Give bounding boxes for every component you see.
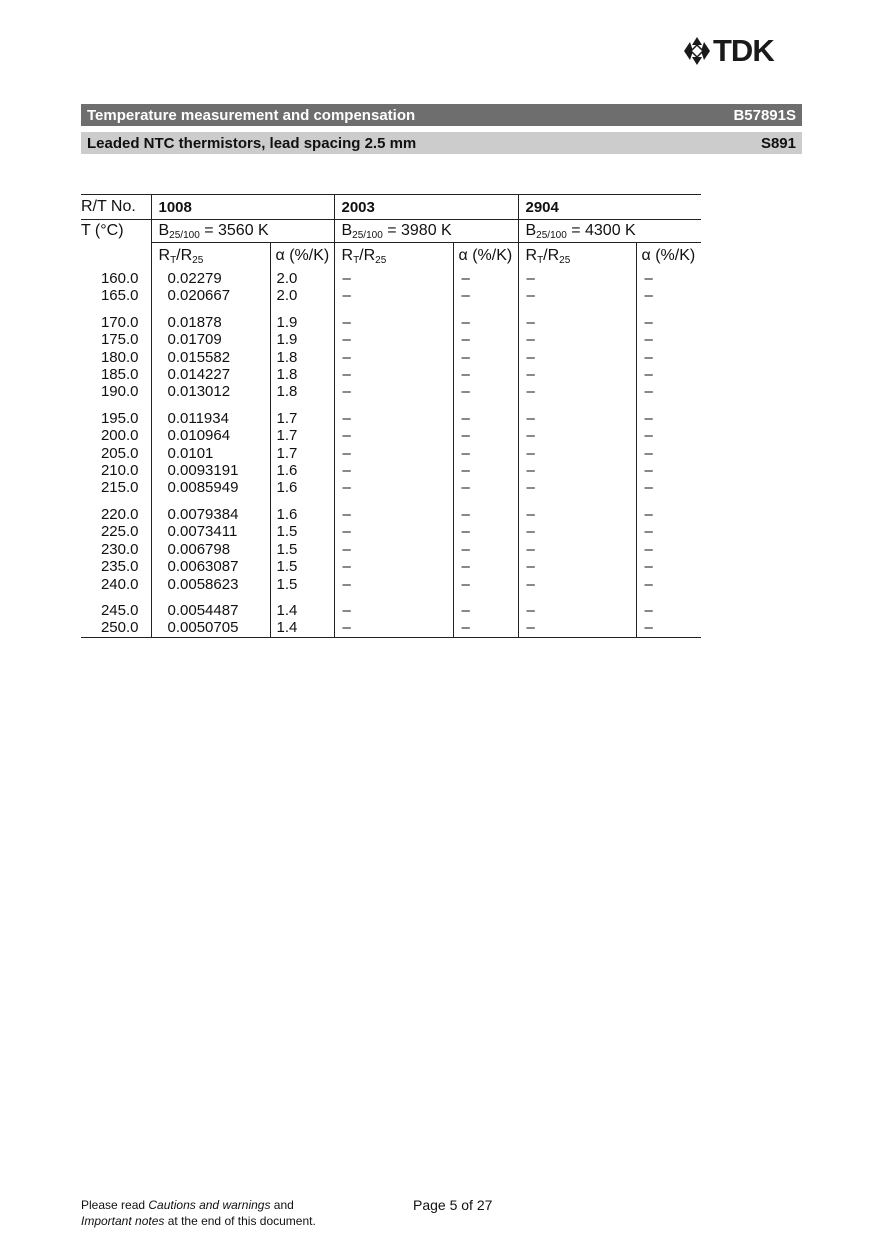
dash-cell: – xyxy=(453,331,518,348)
rt-ratio-cell: 0.01878 xyxy=(151,305,270,331)
dash-cell: – xyxy=(453,383,518,400)
dash-cell: – xyxy=(518,523,636,540)
dash-cell: – xyxy=(334,331,453,348)
dash-cell: – xyxy=(453,366,518,383)
dash-cell: – xyxy=(334,427,453,444)
table-header-rt-numbers xyxy=(81,195,701,220)
alpha-cell: 1.7 xyxy=(270,445,334,462)
temperature-cell: 225.0 xyxy=(100,523,139,541)
table-row xyxy=(81,383,701,400)
alpha-cell: 1.5 xyxy=(270,541,334,558)
alpha-cell: 1.6 xyxy=(270,479,334,496)
temperature-cell: 160.0 xyxy=(100,270,139,287)
dash-cell: – xyxy=(636,479,701,496)
dash-cell: – xyxy=(636,541,701,558)
b-value-2904: $B_{25/100} = 4300$ K xyxy=(518,220,701,243)
dash-cell: – xyxy=(518,462,636,479)
dash-cell: – xyxy=(334,366,453,383)
alpha-cell: 1.7 xyxy=(270,401,334,427)
table-row xyxy=(81,497,701,523)
temperature-cell: 195.0 xyxy=(100,409,139,427)
temperature-cell: 175.0 xyxy=(100,331,139,349)
rt-number-2003: 2003 xyxy=(334,195,518,220)
dash-cell: – xyxy=(334,541,453,558)
series-code: S891 xyxy=(760,134,796,152)
rt-ratio-cell: 0.011934 xyxy=(151,401,270,427)
rt-ratio-cell: 0.0093191 xyxy=(151,462,270,479)
rt-ratio-cell: 0.015582 xyxy=(151,349,270,366)
alpha-cell: 1.5 xyxy=(270,523,334,540)
dash-cell: – xyxy=(518,576,636,593)
dash-cell: – xyxy=(334,523,453,540)
table-row xyxy=(81,349,701,366)
page-number: Page 5 of 27 xyxy=(413,1197,493,1213)
rt-ratio-cell: 0.02279 xyxy=(151,269,270,287)
rt-ratio-cell: 0.020667 xyxy=(151,287,270,304)
footer-note: Please read Cautions and warnings and Important notes at the end of this document. xyxy=(81,1198,316,1228)
tdk-logo xyxy=(683,33,805,68)
rt-ratio-header-2904: $R_T/R_{25}$ xyxy=(518,243,636,270)
rt-ratio-header-2003: $R_T/R_{25}$ xyxy=(334,243,453,270)
dash-cell: – xyxy=(518,558,636,575)
temperature-cell: 170.0 xyxy=(100,313,139,331)
dash-cell: – xyxy=(518,541,636,558)
table-header-b-values xyxy=(81,220,701,243)
dash-cell: – xyxy=(334,576,453,593)
dash-cell: – xyxy=(334,497,453,523)
alpha-cell: 2.0 xyxy=(270,287,334,304)
alpha-cell: 1.4 xyxy=(270,619,334,637)
dash-cell: – xyxy=(334,462,453,479)
alpha-header-2904: α (%/K) xyxy=(636,243,701,270)
dash-cell: – xyxy=(518,427,636,444)
dash-cell: – xyxy=(453,401,518,427)
alpha-cell: 2.0 xyxy=(270,269,334,287)
dash-cell: – xyxy=(518,445,636,462)
dash-cell: – xyxy=(334,305,453,331)
temperature-cell: 235.0 xyxy=(100,558,139,576)
rt-ratio-cell: 0.014227 xyxy=(151,366,270,383)
rt-ratio-cell: 0.0050705 xyxy=(151,619,270,637)
tdk-logo-icon xyxy=(683,36,711,66)
dash-cell: – xyxy=(453,479,518,496)
table-row xyxy=(81,331,701,348)
table-row xyxy=(81,541,701,558)
temperature-cell: 190.0 xyxy=(100,383,139,401)
rt-ratio-cell: 0.0079384 xyxy=(151,497,270,523)
temperature-cell: 200.0 xyxy=(100,427,139,445)
dash-cell: – xyxy=(453,558,518,575)
dash-cell: – xyxy=(334,558,453,575)
alpha-cell: 1.5 xyxy=(270,558,334,575)
dash-cell: – xyxy=(518,619,636,637)
table-row xyxy=(81,401,701,427)
dash-cell: – xyxy=(453,593,518,619)
table-row xyxy=(81,593,701,619)
temperature-cell: 245.0 xyxy=(100,601,139,619)
dash-cell: – xyxy=(334,445,453,462)
table-row xyxy=(81,445,701,462)
b-value-2003: $B_{25/100} = 3980$ K xyxy=(334,220,518,243)
dash-cell: – xyxy=(453,305,518,331)
temperature-cell: 165.0 xyxy=(100,287,139,305)
temperature-cell: 215.0 xyxy=(100,479,139,497)
dash-cell: – xyxy=(636,349,701,366)
table-row xyxy=(81,619,701,637)
dash-cell: – xyxy=(453,523,518,540)
temperature-label: T (°C) xyxy=(81,220,151,243)
section-title-bar xyxy=(81,104,802,126)
temperature-cell: 205.0 xyxy=(100,444,139,462)
dash-cell: – xyxy=(453,269,518,287)
rt-ratio-cell: 0.006798 xyxy=(151,541,270,558)
dash-cell: – xyxy=(518,349,636,366)
dash-cell: – xyxy=(334,593,453,619)
dash-cell: – xyxy=(453,541,518,558)
alpha-cell: 1.6 xyxy=(270,462,334,479)
important-notes-link: Important notes xyxy=(81,1214,165,1228)
dash-cell: – xyxy=(636,497,701,523)
dash-cell: – xyxy=(636,269,701,287)
dash-cell: – xyxy=(453,287,518,304)
dash-cell: – xyxy=(636,619,701,637)
dash-cell: – xyxy=(636,287,701,304)
temperature-cell: 250.0 xyxy=(81,619,151,637)
dash-cell: – xyxy=(334,349,453,366)
dash-cell: – xyxy=(453,497,518,523)
subtitle-bar xyxy=(81,132,802,154)
alpha-cell: 1.8 xyxy=(270,366,334,383)
temperature-cell: 210.0 xyxy=(100,462,139,480)
b-value-1008: $B_{25/100} = 3560$ K xyxy=(151,220,334,243)
alpha-header-1008: α (%/K) xyxy=(270,243,334,270)
table-row xyxy=(81,462,701,479)
dash-cell: – xyxy=(518,383,636,400)
rt-no-label: R/T No. xyxy=(81,195,151,220)
rt-ratio-cell: 0.0085949 xyxy=(151,479,270,496)
dash-cell: – xyxy=(636,523,701,540)
rt-ratio-cell: 0.0073411 xyxy=(151,523,270,540)
dash-cell: – xyxy=(518,401,636,427)
table-row xyxy=(81,479,701,496)
rt-table xyxy=(81,194,701,638)
dash-cell: – xyxy=(334,269,453,287)
cautions-link: Cautions and warnings xyxy=(148,1198,271,1212)
table-row xyxy=(81,523,701,540)
temperature-cell: 220.0 xyxy=(100,505,139,523)
dash-cell: – xyxy=(636,462,701,479)
dash-cell: – xyxy=(636,445,701,462)
alpha-cell: 1.9 xyxy=(270,331,334,348)
temperature-cell: 185.0 xyxy=(100,366,139,384)
alpha-cell: 1.5 xyxy=(270,576,334,593)
dash-cell: – xyxy=(453,576,518,593)
rt-ratio-cell: 0.0063087 xyxy=(151,558,270,575)
dash-cell: – xyxy=(518,269,636,287)
dash-cell: – xyxy=(636,558,701,575)
temperature-cell: 240.0 xyxy=(100,575,139,593)
table-row xyxy=(81,287,701,304)
alpha-cell: 1.6 xyxy=(270,497,334,523)
table-row xyxy=(81,576,701,593)
temperature-cell: 180.0 xyxy=(100,348,139,366)
dash-cell: – xyxy=(334,479,453,496)
logo-text: TDK xyxy=(713,33,774,68)
dash-cell: – xyxy=(518,479,636,496)
table-row xyxy=(81,305,701,331)
dash-cell: – xyxy=(636,576,701,593)
table-row xyxy=(81,427,701,444)
rt-ratio-cell: 0.010964 xyxy=(151,427,270,444)
table-header-columns xyxy=(81,243,701,270)
alpha-cell: 1.8 xyxy=(270,349,334,366)
rt-ratio-cell: 0.0054487 xyxy=(151,593,270,619)
alpha-cell: 1.7 xyxy=(270,427,334,444)
dash-cell: – xyxy=(518,331,636,348)
rt-number-2904: 2904 xyxy=(518,195,701,220)
empty-header-cell xyxy=(81,243,151,270)
alpha-cell: 1.9 xyxy=(270,305,334,331)
section-title: Temperature measurement and compensation xyxy=(87,106,416,124)
dash-cell: – xyxy=(518,305,636,331)
dash-cell: – xyxy=(518,366,636,383)
dash-cell: – xyxy=(518,593,636,619)
alpha-header-2003: α (%/K) xyxy=(453,243,518,270)
dash-cell: – xyxy=(636,366,701,383)
rt-number-1008: 1008 xyxy=(151,195,334,220)
dash-cell: – xyxy=(636,593,701,619)
dash-cell: – xyxy=(518,287,636,304)
table-row xyxy=(81,269,701,287)
dash-cell: – xyxy=(334,383,453,400)
dash-cell: – xyxy=(636,427,701,444)
temperature-cell: 230.0 xyxy=(100,540,139,558)
table-row xyxy=(81,366,701,383)
dash-cell: – xyxy=(518,497,636,523)
alpha-cell: 1.8 xyxy=(270,383,334,400)
dash-cell: – xyxy=(334,287,453,304)
rt-ratio-cell: 0.01709 xyxy=(151,331,270,348)
dash-cell: – xyxy=(453,619,518,637)
rt-ratio-cell: 0.0058623 xyxy=(151,576,270,593)
dash-cell: – xyxy=(453,445,518,462)
table-row xyxy=(81,558,701,575)
dash-cell: – xyxy=(636,305,701,331)
alpha-cell: 1.4 xyxy=(270,593,334,619)
rt-ratio-header-1008: $R_T/R_{25}$ xyxy=(151,243,270,270)
product-code: B57891S xyxy=(733,106,796,124)
dash-cell: – xyxy=(636,331,701,348)
dash-cell: – xyxy=(453,427,518,444)
dash-cell: – xyxy=(453,349,518,366)
dash-cell: – xyxy=(334,619,453,637)
rt-ratio-cell: 0.0101 xyxy=(151,445,270,462)
dash-cell: – xyxy=(334,401,453,427)
rt-ratio-cell: 0.013012 xyxy=(151,383,270,400)
dash-cell: – xyxy=(453,462,518,479)
section-subtitle: Leaded NTC thermistors, lead spacing 2.5 mm xyxy=(87,134,417,152)
dash-cell: – xyxy=(636,401,701,427)
dash-cell: – xyxy=(636,383,701,400)
